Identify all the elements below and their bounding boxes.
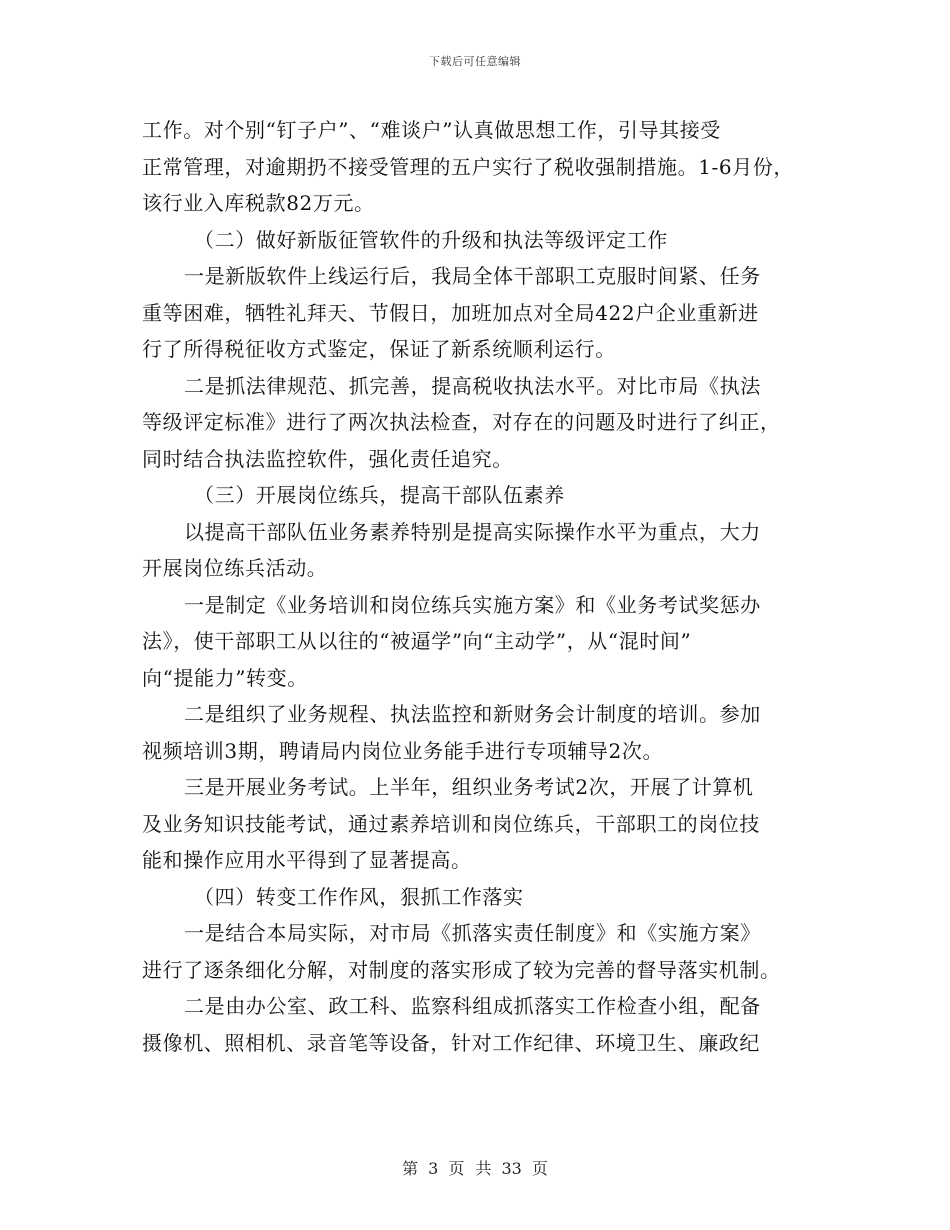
text-line: 正常管理，对逾期扔不接受管理的五户实行了税收强制措施。1-6月份，: [142, 154, 795, 179]
text-line: 该行业入库税款82万元。: [142, 191, 375, 215]
text-line: （二）做好新版征管软件的升级和执法等级评定工作: [194, 227, 668, 252]
text-line: （四）转变工作作风，狠抓工作落实: [194, 884, 524, 909]
footer-prefix: 第: [402, 1159, 419, 1178]
text-line: 二是由办公室、政工科、监察科组成抓落实工作检查小组，配备: [184, 994, 761, 1018]
text-line: 能和操作应用水平得到了显著提高。: [142, 848, 472, 872]
footer-page-number: 3: [428, 1159, 439, 1178]
text-line: 同时结合执法监控软件，强化责任追究。: [142, 446, 513, 471]
text-line: 行了所得税征收方式鉴定，保证了新系统顺利运行。: [142, 337, 616, 361]
text-line: 一是新版软件上线运行后，我局全体干部职工克服时间紧、任务: [184, 264, 761, 288]
text-line: 摄像机、照相机、录音笔等设备，针对工作纪律、环境卫生、廉政纪: [142, 1030, 760, 1055]
text-line: （三）开展岗位练兵，提高干部队伍素养: [194, 483, 565, 507]
footer-middle: 页 共: [448, 1159, 492, 1178]
text-line: 开展岗位练兵活动。: [142, 556, 328, 580]
text-line: 二是抓法律规范、抓完善，提高税收执法水平。对比市局《执法: [184, 373, 761, 398]
text-line: 一是制定《业务培训和岗位练兵实施方案》和《业务考试奖惩办: [184, 592, 761, 617]
page-header: 下载后可任意编辑: [429, 55, 521, 68]
text-line: 视频培训3期，聘请局内岗位业务能手进行专项辅导2次。: [142, 738, 664, 763]
text-line: 及业务知识技能考试，通过素养培训和岗位练兵，干部职工的岗位技: [142, 811, 760, 836]
text-line: 一是结合本局实际，对市局《抓落实责任制度》和《实施方案》: [184, 921, 761, 945]
page-footer: [0, 1156, 950, 1179]
footer-total-pages: 33: [501, 1159, 522, 1178]
document-body: [142, 112, 822, 1061]
text-line: 三是开展业务考试。上半年，组织业务考试2次，开展了计算机: [184, 775, 754, 799]
text-line: 进行了逐条细化分解，对制度的落实形成了较为完善的督导落实机制。: [142, 957, 781, 982]
text-line: 工作。对个别“钉子户”、“难谈户”认真做思想工作，引导其接受: [142, 118, 721, 142]
text-line: 以提高干部队伍业务素养特别是提高实际操作水平为重点，大力: [184, 519, 761, 544]
footer-suffix: 页: [531, 1159, 548, 1178]
text-line: 重等困难，牺牲礼拜天、节假日，加班加点对全局422户企业重新进: [142, 300, 759, 325]
text-line: 等级评定标准》进行了两次执法检查，对存在的问题及时进行了纠正，: [142, 410, 781, 434]
text-line: 向“提能力”转变。: [142, 665, 308, 690]
text-line: 法》，使干部职工从以往的“被逼学”向“主动学”，从“混时间”: [142, 629, 692, 653]
text-line: 二是组织了业务规程、执法监控和新财务会计制度的培训。参加: [184, 702, 761, 726]
